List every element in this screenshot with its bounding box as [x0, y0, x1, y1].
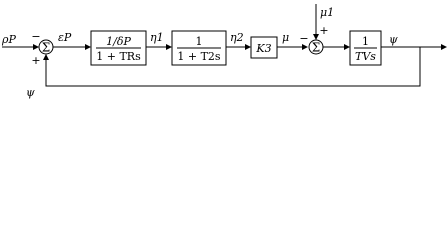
governor-block	[91, 31, 146, 65]
integrator-block	[350, 31, 381, 65]
mu-label: μ	[282, 31, 290, 44]
arrow-icon	[43, 54, 49, 60]
governor-numerator: 1/δP	[106, 35, 131, 48]
psi-output-label: ψ	[389, 33, 398, 46]
output-signal-psi	[381, 33, 447, 50]
gain-label: K3	[256, 42, 272, 55]
sigma-symbol: Σ	[311, 40, 321, 55]
signal-eta2	[226, 31, 251, 50]
rho-p-label: ρP	[2, 33, 16, 46]
minus-sign: −	[299, 32, 309, 45]
signal-eta1	[146, 31, 172, 50]
sigma-symbol: Σ	[41, 40, 51, 55]
eta2-label: η2	[230, 31, 244, 44]
arrow-icon	[245, 44, 251, 50]
integrator-denominator: TVs	[355, 50, 376, 63]
servo-numerator: 1	[195, 35, 203, 48]
arrow-icon	[85, 44, 91, 50]
gain-block	[251, 37, 277, 58]
minus-sign: −	[31, 30, 41, 43]
arrow-icon	[313, 34, 319, 40]
servo-denominator: 1 + T2s	[177, 50, 221, 63]
arrow-icon	[166, 44, 172, 50]
summing-junction-2	[299, 24, 328, 55]
eta1-label: η1	[150, 31, 164, 44]
arrow-icon	[33, 44, 39, 50]
plus-sign: +	[31, 54, 41, 67]
plus-sign: +	[319, 24, 329, 37]
psi-feedback-label: ψ	[26, 86, 35, 99]
mu1-label: μ1	[320, 6, 335, 19]
governor-denominator: 1 + TRs	[96, 50, 141, 63]
integrator-numerator: 1	[362, 35, 369, 48]
arrow-icon	[344, 44, 350, 50]
summer2-output	[323, 44, 350, 50]
error-signal-eps-p	[53, 31, 91, 50]
servo-block	[172, 31, 226, 65]
arrow-icon	[441, 44, 447, 50]
eps-p-label: εP	[58, 31, 72, 44]
